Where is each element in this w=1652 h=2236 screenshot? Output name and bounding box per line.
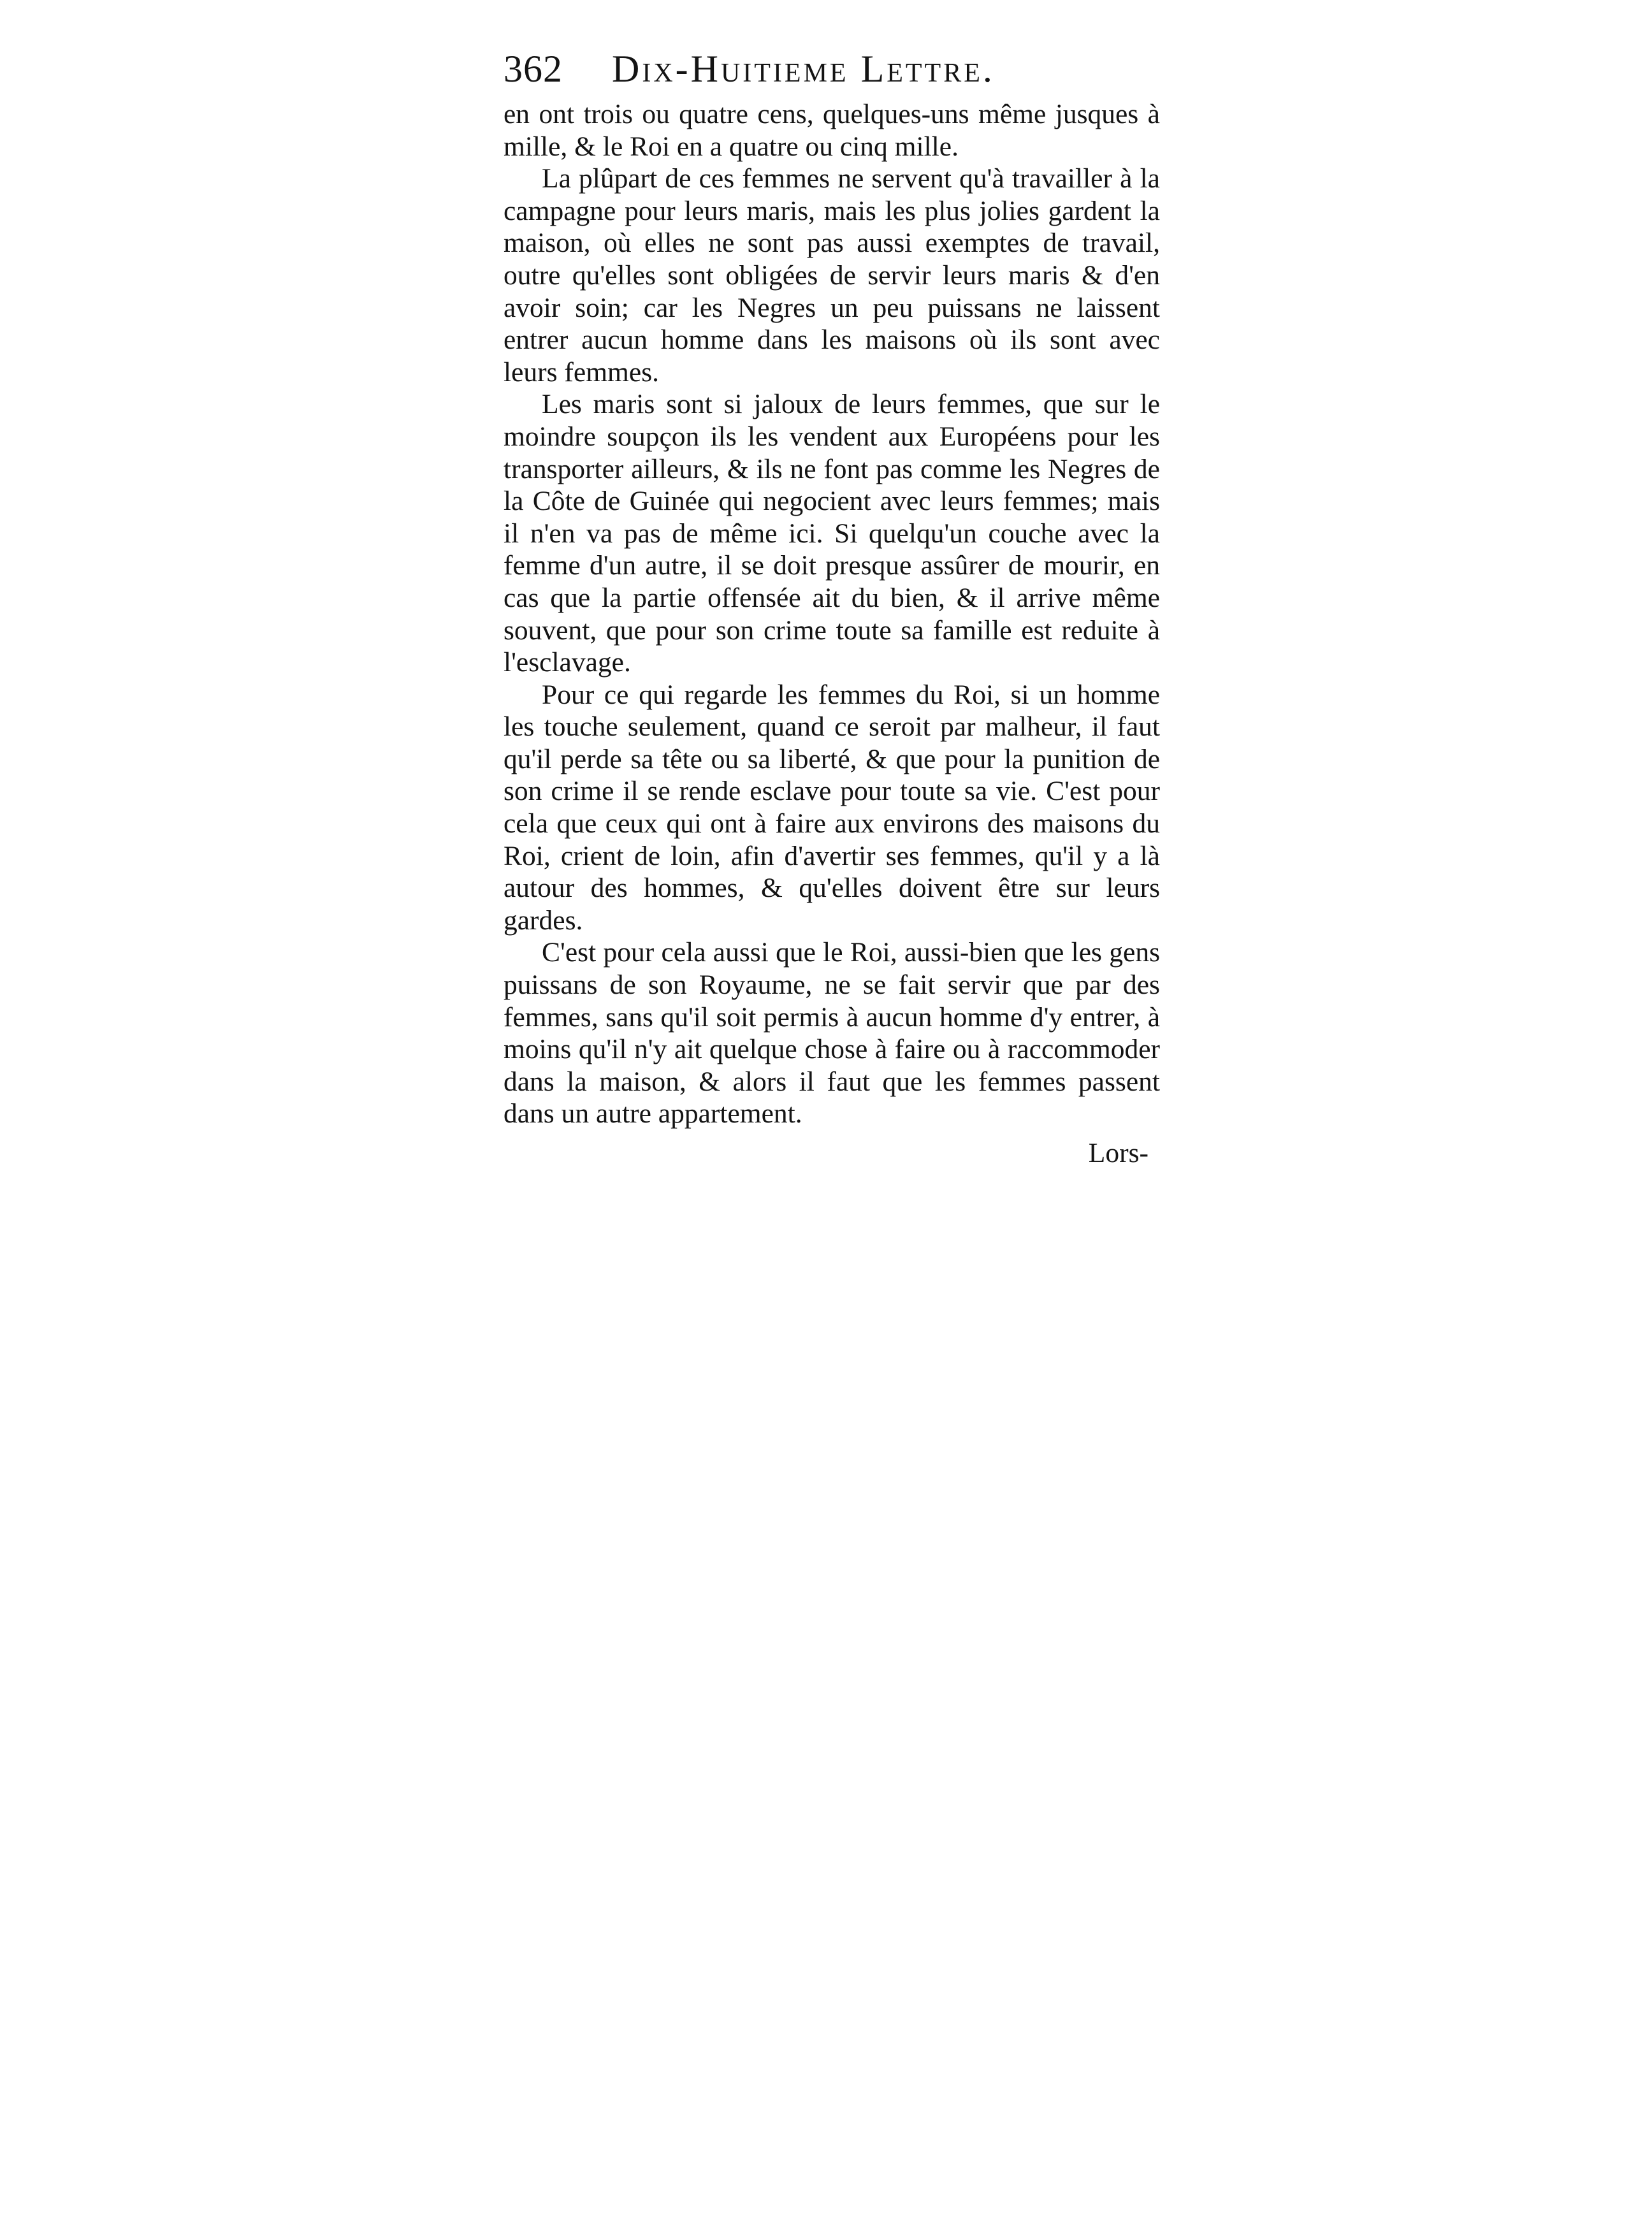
paragraph: C'est pour cela aussi que le Roi, aussi-bien que les gens puissans de son Royaume, ne se fait servir que par des femmes, sans qu'il soit permis à aucun homme d'y entrer, à moins qu'il n'y ait quelque chose à faire ou à raccommoder dans la maison, & alors il faut que les femmes passent dans un autre appartement. xyxy=(504,937,1160,1129)
catchword: Lors- xyxy=(1088,1138,1148,1168)
running-head xyxy=(504,40,1160,98)
paragraph: La plûpart de ces femmes ne servent qu'à travailler à la campagne pour leurs maris, mais les plus jolies gardent la maison, où elles ne sont pas aussi exemptes de travail, outre qu'elles sont obligées de servir leurs maris & d'en avoir soin; car les Negres un peu puissans ne laissent entrer aucun homme dans les maisons où ils sont avec leurs femmes. xyxy=(504,163,1160,388)
running-title: Dix-Huitieme Lettre. xyxy=(612,48,995,90)
catchword-line xyxy=(504,1134,1160,1172)
paragraph: Pour ce qui regarde les femmes du Roi, si un homme les touche seulement, quand ce seroit par malheur, il faut qu'il perde sa tête ou sa liberté, & que pour la punition de son crime il se rende esclave pour toute sa vie. C'est pour cela que ceux qui ont à faire aux environs des maisons du Roi, crient de loin, afin d'avertir ses femmes, qu'il y a là autour des hommes, & qu'elles doivent être sur leurs gardes. xyxy=(504,679,1160,936)
paragraph-continued: en ont trois ou quatre cens, quelques-uns même jusques à mille, & le Roi en a quatre ou cinq mille. xyxy=(504,99,1160,162)
page-text-block xyxy=(504,40,1160,1172)
body-text xyxy=(504,98,1160,1130)
page-number: 362 xyxy=(504,48,563,90)
paragraph: Les maris sont si jaloux de leurs femmes, que sur le moindre soupçon ils les vendent aux Européens pour les transporter ailleurs, & ils ne font pas comme les Negres de la Côte de Guinée qui negocient avec leurs femmes; mais il n'en va pas de même ici. Si quelqu'un couche avec la femme d'un autre, il se doit presque assûrer de mourir, en cas que la partie offensée ait du bien, & il arrive même souvent, que pour son crime toute sa famille est reduite à l'esclavage. xyxy=(504,389,1160,678)
